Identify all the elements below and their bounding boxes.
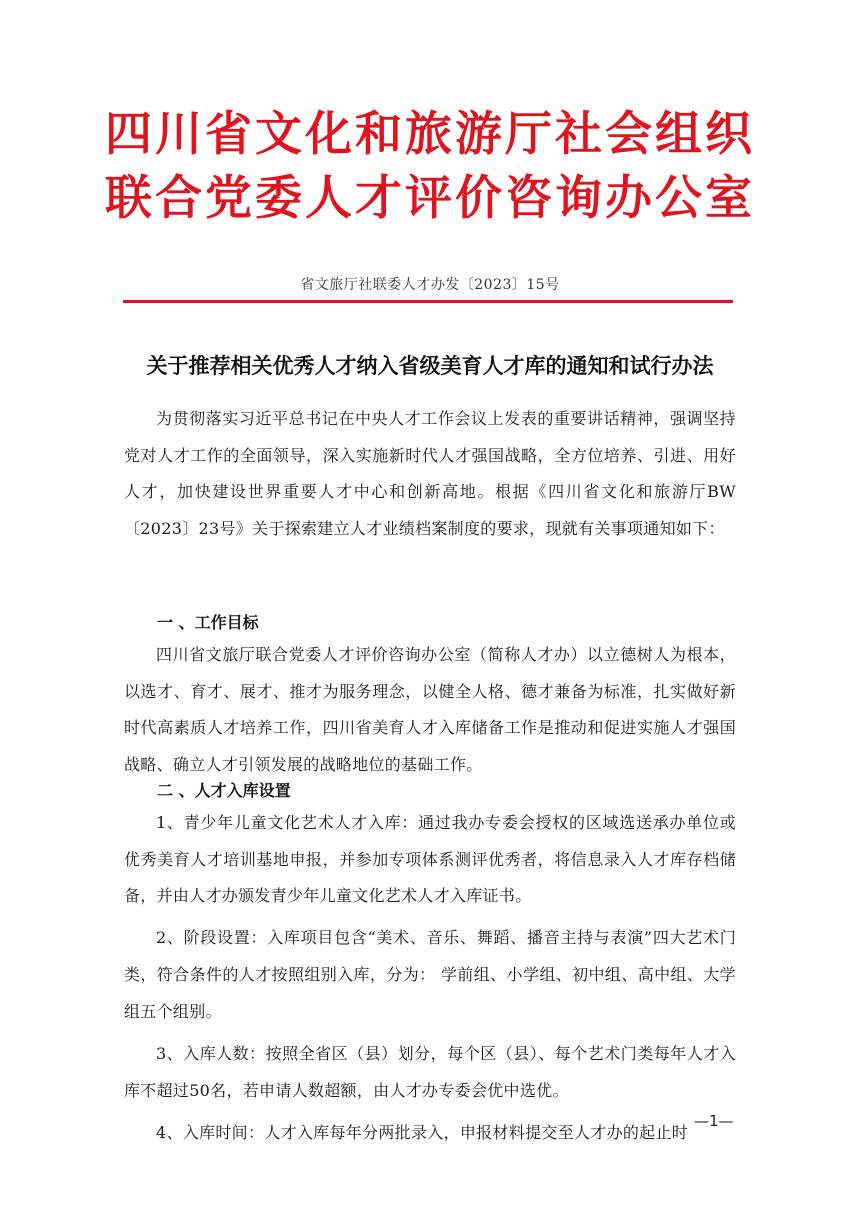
intro-section <box>124 401 736 547</box>
section-2-heading: 二 、人才入库设置 <box>157 781 291 800</box>
page-number: —1— <box>694 1112 734 1130</box>
section-1-body <box>124 637 736 783</box>
section-2-body <box>124 805 736 1157</box>
header-title-line-1: 四川省文化和旅游厅社会组织 <box>105 107 755 162</box>
document-heading: 关于推荐相关优秀人才纳入省级美育人才库的通知和试行办法 <box>146 353 714 378</box>
section-1-heading: 一 、工作目标 <box>157 613 259 632</box>
section-2-item-4: 4、入库时间：人才入库每年分两批录入，申报材料提交至人才办的起止时 <box>156 1122 689 1142</box>
section-2-item-2: 2、阶段设置：入库项目包含“美术、音乐、舞蹈、播音主持与表演”四大艺术门类，符合条件的人才按照组别入库，分为： 学前组、小学组、初中组、高中组、大学组五个组别。 <box>124 928 736 1021</box>
red-divider-line <box>123 300 733 303</box>
section-2-item-1: 1、青少年儿童文化艺术人才入库：通过我办专委会授权的区域选送承办单位或优秀美育人才培训基地申报，并参加专项体系测评优秀者，将信息录入人才库存档储备，并由人才办颁发青少年儿童文化艺术人才入库证书。 <box>124 813 736 906</box>
header-title-line-2: 联合党委人才评价咨询办公室 <box>105 171 755 226</box>
intro-paragraph: 为贯彻落实习近平总书记在中央人才工作会议上发表的重要讲话精神，强调坚持党对人才工作的全面领导，深入实施新时代人才强国战略，全方位培养、引进、用好人才，加快建设世界重要人才中心和创新高地。根据《四川省文化和旅游厅BW〔2023〕23号》关于探索建立人才业绩档案制度的要求，现就有关事项通知如下： <box>124 409 736 538</box>
document-number: 省文旅厅社联委人才办发〔2023〕15号 <box>300 277 560 293</box>
section-2-item-3: 3、入库人数：按照全省区（县）划分，每个区（县）、每个艺术门类每年人才入库不超过50名，若申请人数超额，由人才办专委会优中选优。 <box>124 1043 736 1100</box>
section-1-paragraph: 四川省文旅厅联合党委人才评价咨询办公室（简称人才办）以立德树人为根本，以选才、育才、展才、推才为服务理念，以健全人格、德才兼备为标准，扎实做好新时代高素质人才培养工作，四川省美育人才入库储备工作是推动和促进实施人才强国战略、确立人才引领发展的战略地位的基础工作。 <box>124 645 736 774</box>
